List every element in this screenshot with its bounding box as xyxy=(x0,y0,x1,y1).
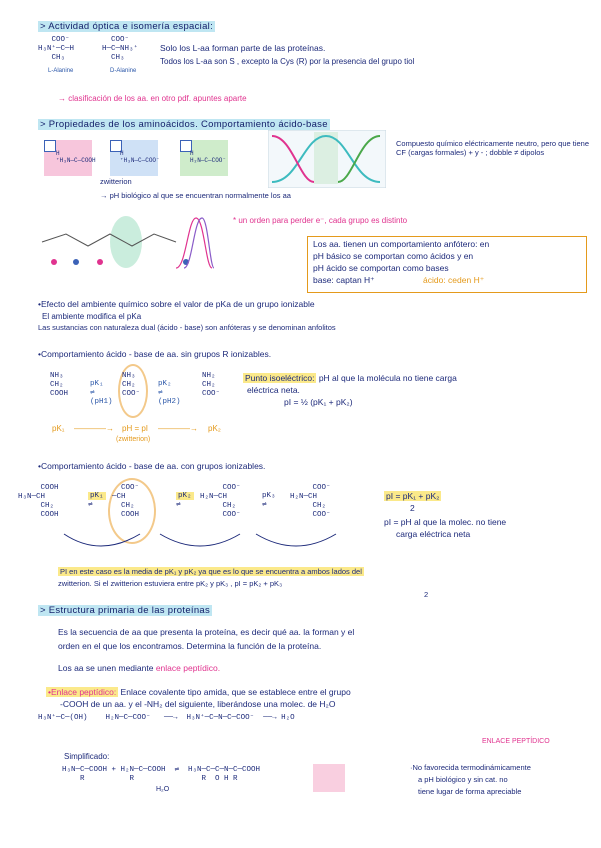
zwitterion-formula: H ⁺H₃N─C─COO⁻ xyxy=(120,150,160,165)
box-line4a: base: captan H⁺ xyxy=(313,275,375,285)
s5-note2-den: 2 xyxy=(424,590,429,599)
s7-reaction-1: H₃N⁺─C─(OH) H₂N─C─COO⁻ ──→ H₃N⁺─C─N─C─COO⁻ ──→ H₂O xyxy=(38,714,295,722)
s7-note1: ·No favorecida termodinámicamente xyxy=(410,763,531,772)
s5-species-4: COO⁻ H₂N─CH CH₂ COO⁻ xyxy=(290,484,331,519)
s1-line1: Solo los L-aa forman parte de las proteínas. xyxy=(160,43,326,53)
s5-pi-note1: pI = pH al que la molec. no tiene xyxy=(384,517,507,527)
s6-line3: Los aa se unen mediante enlace peptídico. xyxy=(58,663,221,673)
s5-title: •Comportamiento ácido - base de aa. con grupos ionizables. xyxy=(38,461,266,471)
s5-species-2: COO⁻ ─CH CH₂ COOH xyxy=(112,484,140,519)
s7-line2: -COOH de un aa. y el -NH₂ del siguiente, liberándose una molec. de H₂O xyxy=(60,699,336,709)
section-title-primary: > Estructura primaria de las proteínas xyxy=(40,605,211,616)
box-line4b: ácido: ceden H⁺ xyxy=(423,275,485,285)
box-line3: pH ácido se comportan como bases xyxy=(313,263,449,273)
s4-arrow-1: pK₁ ⇌ (pH1) xyxy=(90,380,113,406)
s5-arrow-2: pK₂ ⇌ xyxy=(176,492,192,509)
s5-pi-den: 2 xyxy=(410,503,415,513)
s5-arrow-3: pK₃ ⇌ xyxy=(262,492,276,509)
s4-ph-pi: pH = pI xyxy=(122,424,149,433)
box-line1: Los aa. tienen un comportamiento anfótero: en xyxy=(313,239,490,249)
s2-ph-note: → pH biológico al que se encuentran normalmente los aa xyxy=(100,191,291,200)
s5-note1: PI en este caso es la media de pK₁ y pK₂ ya que es lo que se encuentra a ambos lados del xyxy=(60,567,362,576)
s4-species-3: NH₂ CH₂ COO⁻ xyxy=(202,372,221,398)
s5-pi-formula: pI = pK₁ + pK₂ xyxy=(386,491,440,501)
titration-curve-chart xyxy=(268,130,386,188)
s4-species-2: NH₃ CH₂ COO⁻ xyxy=(122,372,141,398)
s7-enlace-label: ENLACE PEPTÍDICO xyxy=(482,738,550,745)
s4-pk1: pK₁ xyxy=(52,424,65,433)
s4-pk2: pK₂ xyxy=(208,424,221,433)
s4-formula: pI = ½ (pK₁ + pK₂) xyxy=(284,397,353,407)
s7-note3: tiene lugar de forma apreciable xyxy=(418,787,522,796)
box-line2: pH básico se comportan como ácidos y en xyxy=(313,251,474,261)
isoelectric-label: Punto isoeléctrico: pH al que la molécula no tiene carga xyxy=(245,373,457,383)
section-title-properties: > Propiedades de los aminoácidos. Comportamiento ácido-base xyxy=(40,119,328,130)
s7-note2: a pH biológico y sin cat. no xyxy=(418,775,508,784)
section-title-optical: > Actividad óptica e isomería espacial: xyxy=(40,21,214,32)
s4-title: •Comportamiento ácido - base de aa. sin grupos R ionizables. xyxy=(38,349,272,359)
s3-line1: •Efecto del ambiente químico sobre el valor de pKa de un grupo ionizable xyxy=(38,299,315,309)
s2-zwitterion-note: Compuesto químico eléctricamente neutro, pero que tiene CF (cargas formales) + y - ; dobble ≠ dipolos xyxy=(396,139,590,157)
s5-pi-note2: carga eléctrica neta xyxy=(396,529,471,539)
s3-line3: Las sustancias con naturaleza dual (ácido - base) son anfóteras y se denominan anfolitos xyxy=(38,323,336,332)
s3-line2: El ambiente modifica el pKa xyxy=(42,312,142,321)
species-1-tag xyxy=(44,140,56,152)
s5-species-1: COOH H₃N─CH CH₂ COOH xyxy=(18,484,59,519)
s7-reaction-2: H₃N─C─COOH + H₂N─C─COOH ⇌ H₃N─C─C─N─C─COOH R R R O H R xyxy=(62,766,261,783)
s6-line2: orden en el que los encontramos. Determina la función de la proteína. xyxy=(58,641,322,651)
s4-arrow-right: ————→ xyxy=(158,424,198,433)
s4-arrow-2: pK₂ ⇌ (pH2) xyxy=(158,380,181,406)
s5-note2: zwitterion. Si el zwitterion estuviera entre pK₂ y pK₃ , pI = pK₂ + pK₃ xyxy=(58,579,283,588)
s5-species-3: COO⁻ H₂N─CH CH₂ COO⁻ xyxy=(200,484,241,519)
s4-punto-text2: eléctrica neta. xyxy=(247,385,300,395)
alanine-l-structure: COO⁻ H₃N⁺─C─H CH₃ xyxy=(38,36,75,62)
peptide-bond-highlight xyxy=(313,764,345,792)
peptide-ionization-figure xyxy=(36,212,214,274)
anion-formula: H H₂N─C─COO⁻ xyxy=(190,150,227,165)
s4-zw: (zwitterion) xyxy=(116,436,151,443)
cation-formula: H ⁺H₃N─C─COOH xyxy=(56,150,96,165)
s7-title-line: •Enlace peptídico: Enlace covalente tipo amida, que se establece entre el grupo xyxy=(48,687,351,697)
s5-charge-arrows xyxy=(60,530,340,558)
s1-clasif: → clasificación de los aa. en otro pdf. apuntes aparte xyxy=(58,94,247,103)
s1-line2: Todos los L-aa son S , excepto la Cys (R) por la presencia del grupo tiol xyxy=(160,57,415,66)
alanine-l-label: L-Alanine xyxy=(48,68,74,74)
alanine-d-structure: COO⁻ H─C─NH₃⁺ CH₃ xyxy=(102,36,139,62)
s4-arrow-left: ————→ xyxy=(74,424,114,433)
s4-species-1: NH₃ CH₂ COOH xyxy=(50,372,69,398)
zwitterion-label: zwitterion xyxy=(100,177,132,186)
s6-line1: Es la secuencia de aa que presenta la proteína, es decir qué aa. la forman y el xyxy=(58,627,355,637)
s7-h2o: H₂O xyxy=(156,786,170,793)
s2-orden: * un orden para perder e⁻, cada grupo es distinto xyxy=(233,216,408,225)
s5-arrow-1: pK₁ ⇌ xyxy=(88,492,104,509)
alanine-d-label: D-Alanine xyxy=(110,68,137,74)
s7-simplif: Simplificado: xyxy=(64,752,110,761)
